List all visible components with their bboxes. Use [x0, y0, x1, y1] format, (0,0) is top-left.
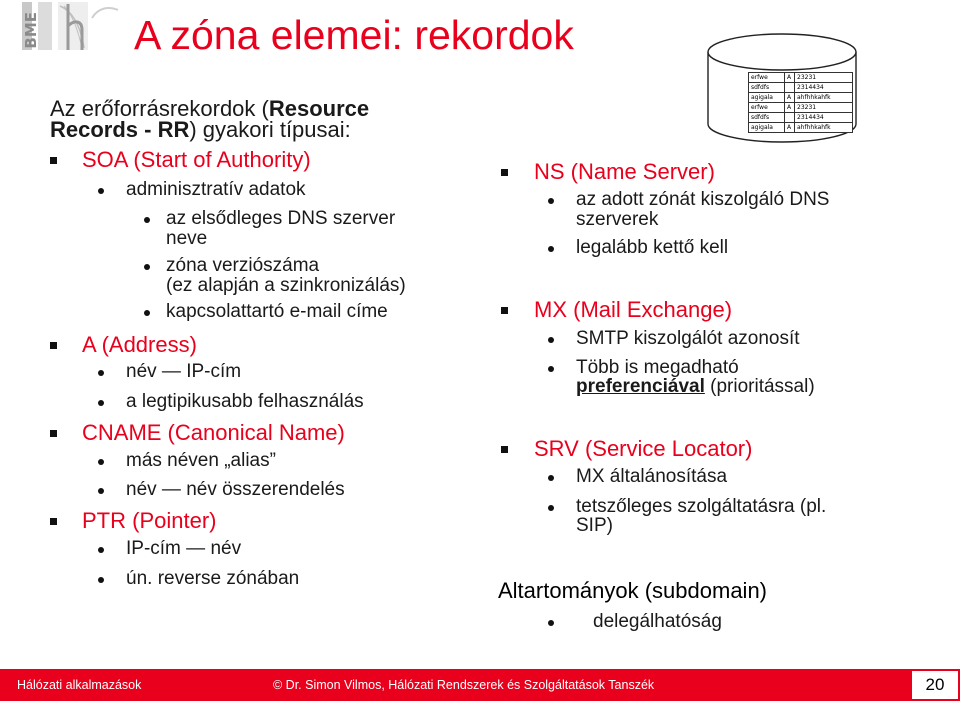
db-cell [785, 113, 795, 123]
a-2: a legtipikusabb felhasználás [126, 391, 364, 412]
db-cell [785, 83, 795, 93]
db-cell: A [785, 103, 795, 113]
soa-admin: adminisztratív adatok [126, 179, 306, 200]
srv-2a: tetszőleges szolgáltatásra (pl. [576, 496, 827, 517]
bullet-square-icon [50, 430, 57, 437]
intro-text: Az erőforrásrekordok ( [50, 96, 269, 121]
srv-2b: SIP) [576, 515, 613, 536]
db-row [749, 73, 853, 83]
bullet-square-icon [50, 518, 57, 525]
bme-logo-text: BME [22, 12, 40, 49]
db-cell: agigala [749, 93, 785, 103]
mx-prioritas: (prioritással) [704, 376, 815, 397]
db-records-table [748, 72, 853, 133]
db-cell: agigala [749, 123, 785, 133]
db-cell: ahfhhkahfk [795, 93, 853, 103]
mx-1: SMTP kiszolgálót azonosít [576, 328, 800, 349]
db-cell: 2314434 [795, 83, 853, 93]
db-cell: A [785, 123, 795, 133]
bullet-dot-icon [548, 246, 554, 252]
record-mx: MX (Mail Exchange) [534, 297, 733, 322]
bullet-dot-icon [548, 620, 554, 626]
soa-version-1: zóna verziószáma [166, 255, 320, 276]
record-soa: SOA (Start of Authority) [82, 147, 311, 172]
bullet-square-icon [50, 342, 57, 349]
ns-2: legalább kettő kell [576, 237, 729, 258]
bullet-dot-icon [98, 459, 104, 465]
footer-course: Hálózati alkalmazások [17, 678, 142, 692]
bullet-dot-icon [548, 505, 554, 511]
db-cell: ahfhhkahfk [795, 123, 853, 133]
intro-bold-resource: Resource [268, 96, 370, 121]
ptr-2: ún. reverse zónában [126, 568, 300, 589]
bme-logo [8, 0, 128, 90]
intro-line-2 [50, 119, 351, 141]
bullet-dot-icon [144, 310, 150, 316]
cname-2: név — név összerendelés [126, 479, 345, 500]
ns-1b: szerverek [576, 209, 659, 230]
bullet-square-icon [501, 307, 508, 314]
bullet-dot-icon [548, 475, 554, 481]
db-cell: sdfdfs [749, 83, 785, 93]
record-a: A (Address) [82, 332, 197, 357]
bullet-dot-icon [98, 400, 104, 406]
mx-2a: Több is megadható [576, 357, 739, 378]
bullet-dot-icon [98, 370, 104, 376]
intro-text-post: ) gyakori típusai: [189, 117, 351, 142]
a-1: név — IP-cím [126, 361, 242, 382]
db-row [749, 103, 853, 113]
db-row [749, 83, 853, 93]
ptr-1: IP-cím — név [126, 538, 242, 559]
page-title: A zóna elemei: rekordok [134, 12, 574, 58]
db-cell: 23231 [795, 73, 853, 83]
bullet-square-icon [501, 169, 508, 176]
soa-primary-1: az elsődleges DNS szerver [166, 208, 396, 229]
bullet-dot-icon [98, 547, 104, 553]
bullet-dot-icon [548, 198, 554, 204]
soa-version-2: (ez alapján a szinkronizálás) [166, 275, 406, 296]
db-cell: A [785, 93, 795, 103]
db-cell: 23231 [795, 103, 853, 113]
soa-primary-2: neve [166, 228, 208, 249]
db-row [749, 123, 853, 133]
ns-1a: az adott zónát kiszolgáló DNS [576, 189, 830, 210]
db-cell: A [785, 73, 795, 83]
mx-2b [576, 377, 815, 396]
cname-1: más néven „alias” [126, 450, 276, 471]
record-ptr: PTR (Pointer) [82, 508, 217, 533]
bullet-dot-icon [98, 488, 104, 494]
footer-copyright: © Dr. Simon Vilmos, Hálózati Rendszerek és Szolgáltatások Tanszék [273, 678, 655, 692]
srv-1: MX általánosítása [576, 466, 728, 487]
db-row [749, 93, 853, 103]
db-cell: sdfdfs [749, 113, 785, 123]
database-illustration [706, 32, 858, 150]
bullet-dot-icon [98, 577, 104, 583]
bullet-square-icon [501, 446, 508, 453]
db-cell: erfwe [749, 103, 785, 113]
subdomain-heading: Altartományok (subdomain) [498, 578, 768, 603]
record-srv: SRV (Service Locator) [534, 436, 753, 461]
db-cell: 2314434 [795, 113, 853, 123]
mx-preferencia: preferenciával [576, 376, 705, 397]
bullet-dot-icon [98, 188, 104, 194]
intro-bold-records: Records - RR [50, 117, 190, 142]
bullet-dot-icon [144, 217, 150, 223]
record-cname: CNAME (Canonical Name) [82, 420, 345, 445]
db-row [749, 113, 853, 123]
bullet-square-icon [50, 157, 57, 164]
bullet-dot-icon [144, 264, 150, 270]
soa-contact: kapcsolattartó e-mail címe [166, 301, 388, 322]
record-ns: NS (Name Server) [534, 159, 715, 184]
bullet-dot-icon [548, 366, 554, 372]
bullet-dot-icon [548, 337, 554, 343]
subdomain-1: delegálhatóság [593, 611, 722, 632]
footer-bar [0, 669, 960, 701]
page-number: 20 [910, 669, 960, 701]
db-cell: erfwe [749, 73, 785, 83]
